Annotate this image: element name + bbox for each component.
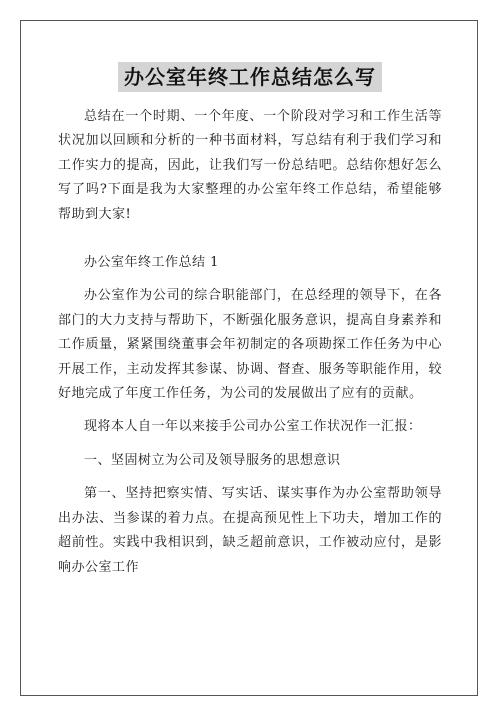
- title-container: [0, 62, 500, 92]
- document-body: [58, 105, 442, 580]
- body-paragraph-2: 现将本人自一年以来接手公司办公室工作状况作一汇报：: [84, 419, 422, 435]
- section-heading: 办公室年终工作总结 1: [84, 255, 219, 271]
- subheading-1: 一、坚固树立为公司及领导服务的思想意识: [84, 452, 341, 468]
- body-paragraph-3: 第一、坚持把察实情、写实话、谋实事作为办公室帮助领导出办法、当参谋的着力点。在提高预见性上下功夫，增加工作的超前性。实践中我相识到，缺乏超前意识，工作被动应付，是影响办公室工作: [58, 486, 442, 575]
- body-paragraph-1: 办公室作为公司的综合职能部门，在总经理的领导下，在各部门的大力支持与帮助下，不断强化服务意识，提高自身素养和工作质量，紧紧围绕董事会年初制定的各项勘探工作任务为中心开展工作，主动发挥其参谋、协调、督查、服务等职能作用，较好地完成了年度工作任务，为公司的发展做出了应有的贡献。: [58, 288, 442, 402]
- document-title: 办公室年终工作总结怎么写: [118, 62, 382, 92]
- intro-paragraph: 总结在一个时期、一个年度、一个阶段对学习和工作生活等状况加以回顾和分析的一种书面材料，写总结有利于我们学习和工作实力的提高，因此，让我们写一份总结吧。总结你想好怎么写了吗?下面是我为大家整理的办公室年终工作总结，希望能够帮助到大家!: [58, 109, 442, 222]
